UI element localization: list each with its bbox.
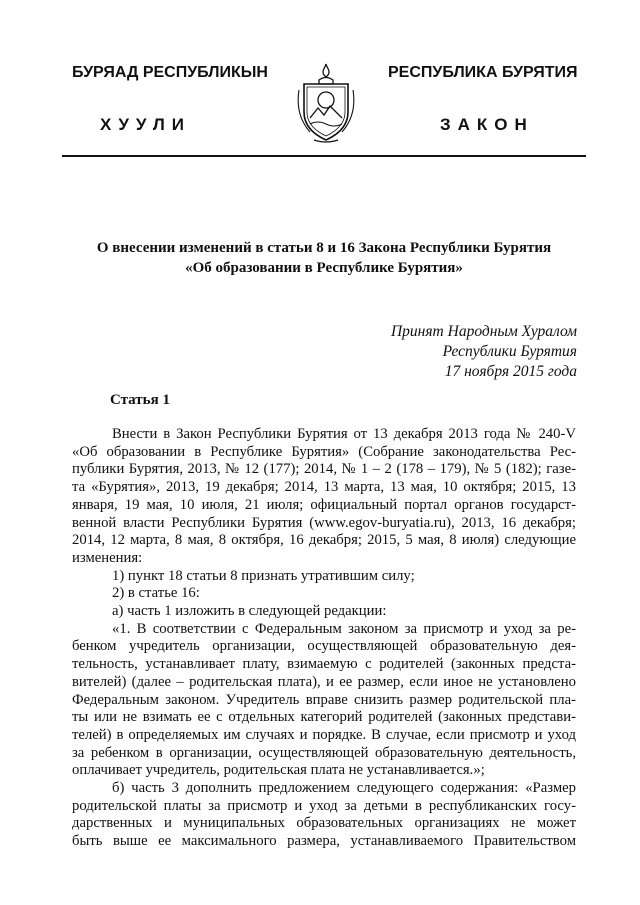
header-right-org: РЕСПУБЛИКА БУРЯТИЯ bbox=[388, 64, 578, 81]
body-line: 2) в статье 16: bbox=[112, 585, 200, 602]
law-title-line: О внесении изменений в статьи 8 и 16 Закона Республики Бурятия bbox=[96, 240, 552, 256]
adoption-date: 17 ноября 2015 года bbox=[444, 363, 577, 380]
adoption-line: Принят Народным Хуралом bbox=[390, 323, 577, 340]
coat-of-arms-icon bbox=[296, 60, 356, 144]
body-line: января, 19 мая, 10 июля, 21 июля; официальный портал органов государст- bbox=[72, 496, 576, 513]
body-line: 1) пункт 18 статьи 8 признать утратившим силу; bbox=[112, 567, 415, 584]
body-line: «1. В соответствии с Федеральным законом за присмотр и уход за ре- bbox=[112, 620, 576, 637]
law-title bbox=[60, 238, 588, 278]
header-right-doc-type: ЗАКОН bbox=[440, 115, 534, 134]
body-line: Внести в Закон Республики Бурятия от 13 декабря 2013 года № 240-V bbox=[112, 426, 576, 442]
body-line: за ребенком в организации, осуществляющей образовательную деятельность, bbox=[72, 744, 576, 761]
body-line: телей) в определяемых им случаях и порядке. В случае, если присмотр и уход bbox=[72, 726, 576, 743]
adoption-note bbox=[277, 322, 577, 382]
body-line: ты или не взимать ее с отдельных категорий родителей (законных представи- bbox=[72, 709, 576, 726]
body-line: быть выше ее максимального размера, устанавливаемого Правительством bbox=[72, 833, 576, 850]
body-line: бенком учредитель организации, осуществляющей образовательную дея- bbox=[72, 638, 576, 655]
body-line: «Об образовании в Республике Бурятия» (Собрание законодательства Рес- bbox=[72, 443, 576, 460]
body-line: тельность, устанавливает плату, взимаемую с родителей (законных предста- bbox=[72, 656, 576, 673]
law-title-line: «Об образовании в Республике Бурятия» bbox=[185, 260, 463, 276]
body-line: а) часть 1 изложить в следующей редакции: bbox=[112, 603, 387, 620]
body-line: вителей) (далее – родительская плата), и ее размер, если иное не установлено bbox=[72, 673, 576, 690]
body-line: оплачивает учредитель, родительская плата не устанавливается.»; bbox=[72, 762, 485, 779]
body-line: та «Бурятия», 2013, 19 декабря; 2014, 13 марта, 13 мая, 10 октября; 2015, 13 bbox=[72, 479, 576, 496]
article-heading: Статья 1 bbox=[110, 392, 170, 408]
body-line: б) часть 3 дополнить предложением следующего содержания: «Размер bbox=[112, 780, 576, 797]
body-line: венной власти Республики Бурятия (www.egov-buryatia.ru), 2013, 16 декабря; bbox=[72, 514, 576, 531]
article-body bbox=[72, 426, 576, 851]
body-line: изменения: bbox=[72, 549, 143, 566]
body-line: 2014, 12 марта, 8 мая, 8 октября, 16 декабря; 2015, 5 мая, 8 июля) следующие bbox=[72, 532, 576, 549]
adoption-line: Республики Бурятия bbox=[442, 343, 577, 360]
header-divider bbox=[62, 155, 586, 157]
body-line: Федеральным законом. Учредитель вправе снизить размер родительской пла- bbox=[72, 691, 576, 708]
body-line: дарственных и муниципальных образовательных организациях не может bbox=[72, 815, 576, 832]
body-line: публики Бурятия, 2013, № 12 (177); 2014, № 1 – 2 (178 – 179), № 5 (182); газе- bbox=[72, 461, 576, 478]
body-line: родительской платы за присмотр и уход за детьми в республиканских госу- bbox=[72, 797, 576, 814]
header-left-doc-type: ХУУЛИ bbox=[100, 115, 191, 134]
header-left-org: БУРЯАД РЕСПУБЛИКЫН bbox=[72, 64, 268, 81]
